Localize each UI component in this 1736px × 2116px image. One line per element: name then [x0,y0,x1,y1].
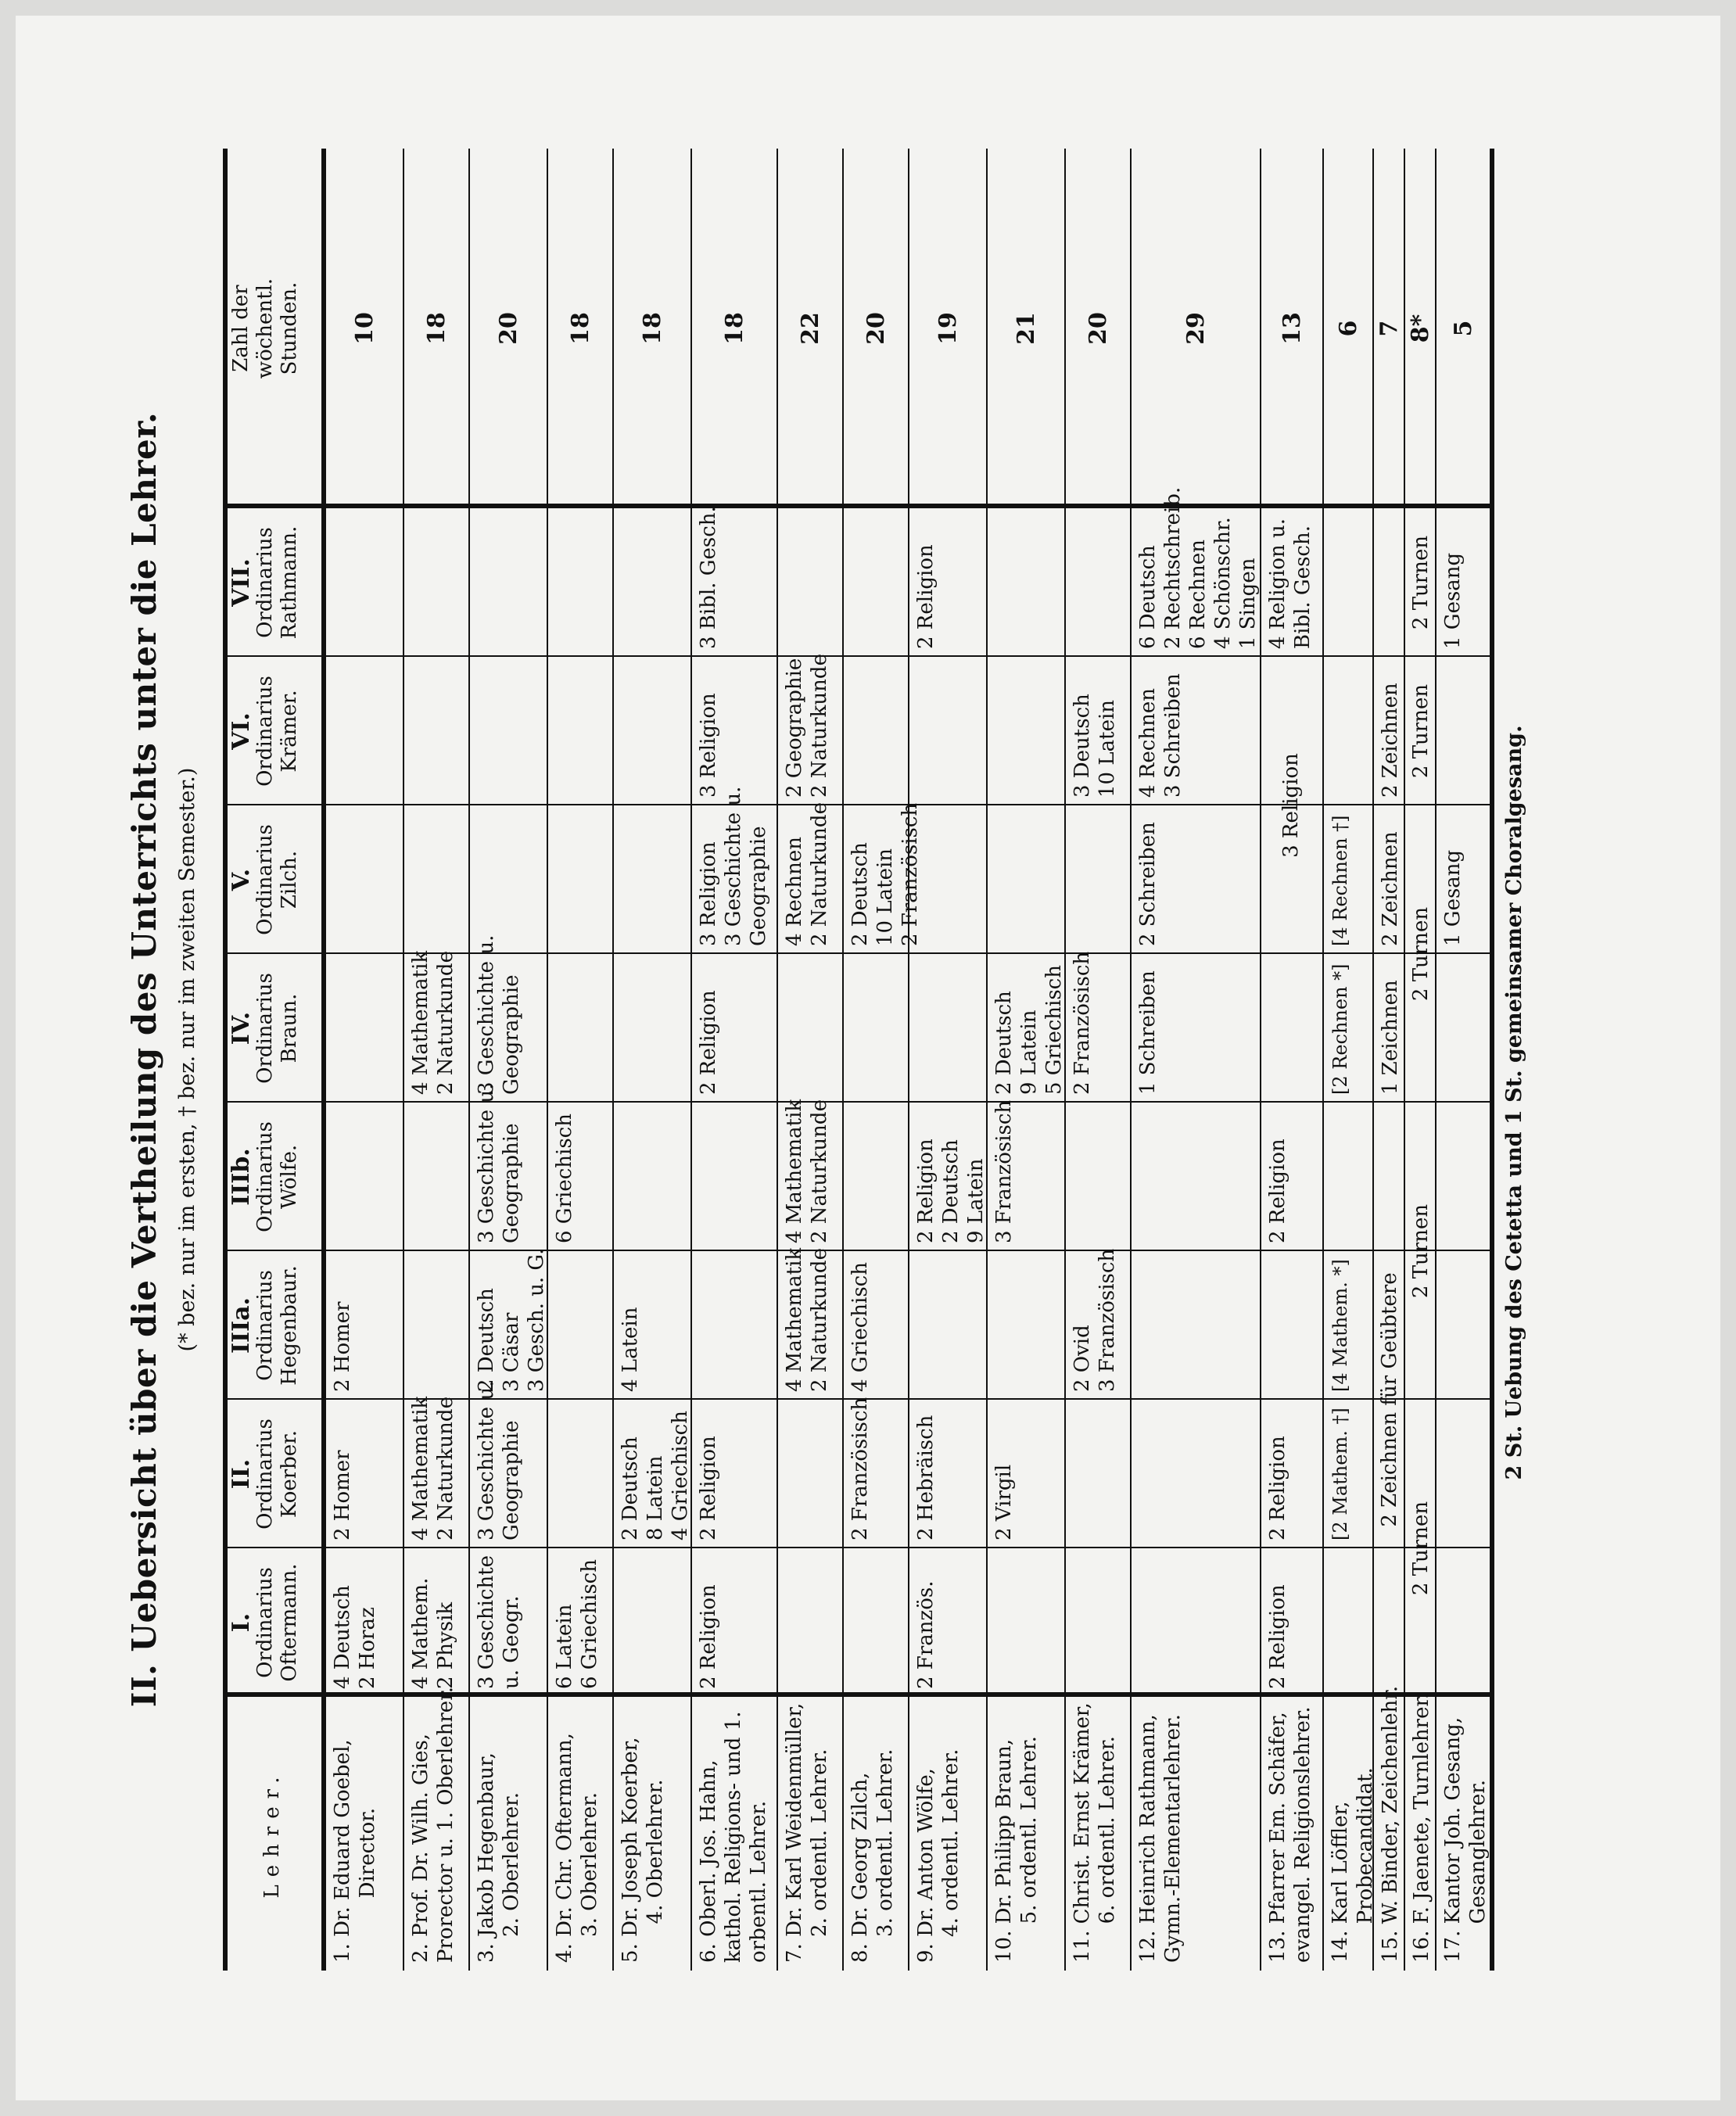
column-header-line: Braun. [278,993,301,1063]
subject-cell: [4 Mathem. *] [1329,1259,1351,1392]
row-rule [777,149,778,1971]
column-header [226,1103,321,1251]
subject-cell: 2 Homer [331,1450,354,1540]
column-class: V. [228,868,255,891]
weekly-hours: 18 [639,312,666,345]
subject-cell: 6 Latein 6 Griechisch [553,1559,601,1689]
subject-cell: 4 Mathem. 2 Physik [409,1577,457,1689]
header-rule [321,149,326,1971]
schedule-table [223,149,1533,1971]
subject-cell: 2 Zeichnen [1379,831,1402,946]
weekly-hours: 21 [1013,312,1040,345]
subject-cell: 1 Gesang [1441,552,1465,649]
teacher-name: 4. Dr. Chr. Oftermann, 3. Oberlehrer. [553,1733,601,1963]
subject-cell: 1 Schreiben [1136,970,1160,1095]
column-header-line: Oftermann. [278,1563,301,1682]
weekly-hours: 20 [863,312,890,345]
subject-cell: 2 Französ. [914,1580,938,1689]
teacher-name: 16. F. Jaenete, Turnlehrer. [1410,1692,1433,1963]
subject-cell: 3 Religion [697,693,720,798]
column-header [226,1697,321,1971]
choral-footnote: 2 St. Uebung des Cetetta und 1 St. gemeinsamer Choralgesang. [1502,725,1526,1480]
column-class: VII. [228,558,255,607]
rotated-document [125,149,1541,1971]
column-header-line: Stunden. [278,282,301,375]
subject-cell: 4 Rechnen 2 Naturkunde [783,802,831,946]
subject-cell: 4 Griechisch [848,1262,872,1392]
row-rule [908,149,909,1971]
column-header-line: Ordinarius [253,527,277,638]
weekly-hours: 7 [1376,320,1403,337]
spanning-entry: 2 Zeichnen für Geübtere [1378,1272,1401,1527]
spanning-entry: 2 Turnen [1409,535,1433,630]
column-header-line: Wölfe. [278,1144,301,1210]
subject-cell: 1 Gesang [1441,849,1465,946]
teacher-name: 3. Jakob Hegenbaur, 2. Oberlehrer. [475,1752,523,1963]
subject-cell: 3 Geschichte u. Geogr. [475,1555,523,1689]
column-header-line: Ordinarius [253,1270,277,1381]
spanning-entry: 2 Turnen [1409,1203,1433,1299]
column-header-line: Ordinarius [253,1418,277,1530]
spanning-entry: 3 Religion [1279,753,1303,858]
subject-cell: 6 Griechisch [553,1114,576,1243]
column-header [226,508,321,657]
weekly-hours: 10 [351,312,378,345]
weekly-hours: 29 [1182,312,1210,345]
column-class: VI. [228,712,255,750]
subject-cell: 4 Religion u. Bibl. Gesch. [1266,518,1315,649]
column-header [226,1400,321,1548]
column-header-line: Rathmann. [278,525,301,640]
subject-cell: 2 Homer [331,1301,354,1392]
weekly-hours: 8* [1407,314,1434,343]
subject-cell: 2 Zeichnen [1379,683,1402,798]
teacher-name: 5. Dr. Joseph Koerber, 4. Oberlehrer. [619,1737,667,1963]
subject-cell: 2 Religion [1266,1436,1289,1540]
column-header [226,1548,321,1697]
subject-cell: 2 Deutsch 9 Latein 5 Griechisch [992,965,1066,1095]
teacher-name: 9. Dr. Anton Wölfe, 4. ordentl. Lehrer. [914,1748,963,1963]
subject-cell: 3 Bibl. Gesch. [697,506,720,649]
column-header-line: Ordinarius [253,824,277,935]
column-header-line: Ordinarius [253,676,277,787]
column-header-line: Hegenbaur. [278,1265,301,1386]
teacher-name: 14. Karl Löffler, Probecandidat. [1329,1767,1377,1963]
row-rule [986,149,988,1971]
subject-cell: 3 Deutsch 10 Latein [1071,694,1119,798]
row-rule [468,149,470,1971]
subject-cell: 2 Deutsch 3 Cäsar 3 Gesch. u. G. [475,1248,548,1392]
weekly-hours: 22 [797,312,824,345]
spanning-entry: 2 Turnen [1409,906,1433,1002]
weekly-hours: 19 [934,312,962,345]
subject-cell: 3 Französisch [992,1099,1016,1243]
subject-cell: 4 Mathematik 2 Naturkunde [409,950,457,1095]
subject-cell: 2 Geographie 2 Naturkunde [783,654,831,798]
teacher-name: 12. Heinrich Rathmann, Gymn.-Elementarlehrer. [1136,1714,1185,1963]
subject-cell: 3 Geschichte u. Geographie [475,934,523,1095]
row-rule [1322,149,1324,1971]
teacher-name: 6. Oberl. Jos. Hahn, kathol. Religions- und 1. orbentl. Lehrer. [697,1711,770,1963]
subject-cell: 2 Französisch [1071,951,1094,1095]
table-bottom-rule [1490,149,1494,1971]
weekly-hours: 6 [1335,320,1362,337]
teacher-name: 17. Kantor Joh. Gesang, Gesanglehrer. [1441,1716,1490,1963]
subject-cell: 4 Mathematik 2 Naturkunde [783,1247,831,1392]
teacher-name: 2. Prof. Dr. Wilh. Gies, Prorector u. 1. Oberlehrer. [409,1687,457,1963]
column-header-line: Ordinarius [253,1567,277,1678]
column-header-line: wöchentl. [253,278,277,379]
subject-cell: 2 Religion [697,990,720,1095]
subject-cell: 2 Religion [697,1436,720,1540]
subject-cell: 6 Deutsch 2 Rechtschreib. 6 Rechnen 4 Schönschr. 1 Singen [1136,486,1260,649]
column-header-line: Ordinarius [253,1121,277,1232]
column-header [226,657,321,805]
subject-cell: 2 Französisch [848,1397,872,1540]
weekly-hours: 20 [1085,312,1112,345]
column-header [226,149,321,508]
row-rule [690,149,692,1971]
subject-cell: 2 Ovid 3 Französisch [1071,1248,1119,1392]
column-header-line: Lehrer. [260,1769,284,1899]
subject-cell: 3 Religion 3 Geschichte u. Geographie [697,786,770,946]
subject-cell: 2 Virgil [992,1464,1016,1540]
weekly-hours: 18 [423,312,450,345]
weekly-hours: 13 [1279,312,1306,345]
weekly-hours: 18 [567,312,594,345]
subject-cell: 4 Mathematik 2 Naturkunde [783,1099,831,1243]
weekly-hours: 20 [495,312,522,345]
subject-cell: [2 Rechnen *] [1329,963,1351,1095]
column-header-line: Ordinarius [253,973,277,1084]
weekly-hours: 18 [721,312,748,345]
teacher-name: 13. Pfarrer Em. Schäfer, evangel. Religionslehrer. [1266,1706,1315,1963]
subject-cell: [4 Rechnen †] [1329,815,1351,946]
row-rule [1130,149,1132,1971]
column-header-line: Koerber. [278,1429,301,1519]
subject-cell: 3 Geschichte u. Geographie [475,1380,523,1540]
teacher-name: 11. Christ. Ernst Krämer, 6. ordentl. Lehrer. [1071,1702,1119,1963]
subject-cell: [2 Mathem. †] [1329,1408,1351,1540]
column-header-line: Krämer. [278,690,301,773]
subject-cell: 2 Religion [1266,1584,1289,1689]
subject-cell: 2 Religion [914,544,938,649]
spanning-entry: 2 Turnen [1409,683,1433,779]
subject-cell: 4 Latein [619,1307,642,1392]
teacher-name: 10. Dr. Philipp Braun, 5. ordentl. Lehrer. [992,1736,1041,1963]
subject-cell: 2 Religion 2 Deutsch 9 Latein [914,1139,988,1243]
subject-cell: 2 Schreiben [1136,822,1160,946]
row-rule [547,149,548,1971]
subject-cell: 2 Hebräisch [914,1415,938,1540]
row-rule [1260,149,1261,1971]
column-header-line: Zilch. [278,850,301,909]
subject-cell: 4 Deutsch 2 Horaz [331,1585,379,1689]
teacher-name: 7. Dr. Karl Weidenmüller, 2. ordentl. Lehrer. [783,1702,831,1963]
row-rule [842,149,844,1971]
row-rule [403,149,404,1971]
subject-cell: 4 Mathematik 2 Naturkunde [409,1396,457,1540]
subject-cell: 2 Religion [697,1584,720,1689]
column-class: IIIa. [228,1297,255,1354]
page-subtitle: (* bez. nur im ersten, † bez. nur im zweiten Semester.) [175,767,199,1352]
spanning-entry: 2 Turnen [1409,1501,1433,1596]
subject-cell: 2 Religion [1266,1139,1289,1243]
weekly-hours: 5 [1450,320,1477,337]
column-header [226,954,321,1103]
page-title: II. Uebersicht über die Vertheilung des Unterrichts unter die Lehrer. [125,411,163,1708]
column-header [226,1251,321,1400]
row-rule [612,149,614,1971]
teacher-name: 15. W. Binder, Zeichenlehr. [1379,1685,1402,1963]
teacher-name: 1. Dr. Eduard Goebel, Director. [331,1739,379,1963]
column-header-line: Zahl der [229,285,253,372]
column-class: I. [228,1612,255,1633]
column-class: IIIb. [228,1148,255,1206]
subject-cell: 1 Zeichnen [1379,980,1402,1095]
column-class: II. [228,1458,255,1490]
subject-cell: 2 Deutsch 10 Latein 2 Französisch [848,802,922,946]
column-header [226,805,321,954]
column-class: IV. [228,1011,255,1045]
page [16,16,1720,2100]
teacher-name: 8. Dr. Georg Zilch, 3. ordentl. Lehrer. [848,1748,897,1963]
subject-cell: 3 Geschichte u. Geographie [475,1083,523,1243]
subject-cell: 4 Rechnen 3 Schreiben [1136,673,1185,798]
subject-cell: 2 Deutsch 8 Latein 4 Griechisch [619,1411,692,1540]
